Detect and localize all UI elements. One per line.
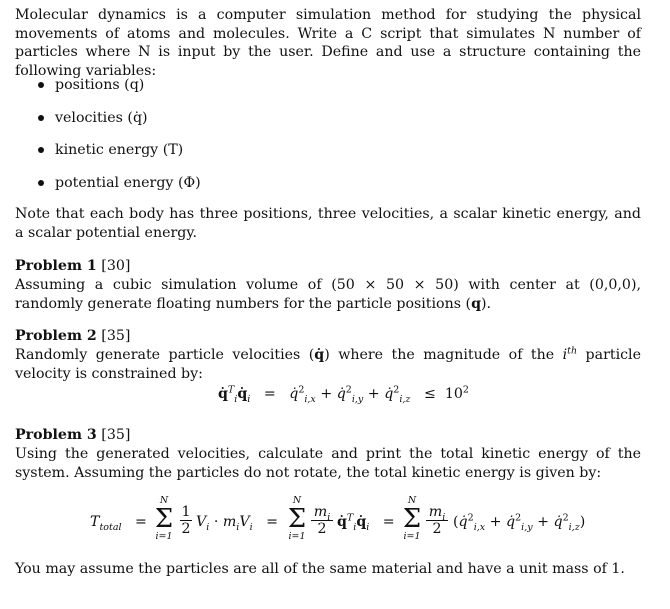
closing-paragraph: You may assume the particles are all of the same material and have a unit mass of 1. (15, 561, 625, 577)
list-item: positions (q) (36, 76, 201, 109)
bullet-icon (38, 180, 44, 186)
problem-3-heading: Problem 3 [35] (15, 427, 131, 443)
problem-1-heading: Problem 1 [30] (15, 258, 131, 274)
variable-list (36, 76, 201, 206)
problem-1-text: Assuming a cubic simulation volume of (50 × 50 × 50) with center at (0,0,0), randomly generate floating numbers for the particle positions (q). (15, 277, 641, 312)
problem-3-text: Using the generated velocities, calculate and print the total kinetic energy of the system. Assuming the particles do not rotate, the total kinetic energy is given by: (15, 446, 641, 481)
problem-2-text: Randomly generate particle velocities (q̇) where the magnitude of the $i^{th}$ particle velocity is constrained by: (15, 345, 641, 382)
velocity-constraint-equation: $q̇^T_iq̇_i$ = q̇$^2_{i,x}$ + q̇$^2_{i,y}$ + q̇$^2_{i,z}$ ≤ $10^2$ (218, 384, 469, 405)
document-page: Molecular dynamics is a computer simulation method for studying the physical movements of atoms and molecules. Write a C script that simulates N number of particles where N is input by the user. Define and use a structure containing the following variables: positions (q) velocities (q̇) kinetic energy (T) potential energy (Φ) Note that each body has three positions, three velocities, a scalar kinetic energy, and a scalar potential energy. Problem 1 [30] Assuming a cubic simulation volume of (50 × 50 × 50) with center at (0,0,0), randomly generate floating numbers for the particle positions (q). Problem 2 [35] Randomly generate particle velocities (q̇) where the magnitude of the $i^{th}$ particle velocity is constrained by: $q̇^T_iq̇_i$ = q̇$^2_{i,x}$ + q̇$^2_{i,y}$ + q̇$^2_{i,z}$ ≤ $10^2$ Problem 3 [35] Using the generated velocities, calculate and print the total kinetic energy of the system. Assuming the particles do not rotate, the total kinetic energy is given by: $T_{total}$ = N Σ i=1 $\frac{1}{2}$ $V_i \cdot m_iV_i$ = N Σ i=1 $\frac{m_i}{2}$ $q̇^T_iq̇_i$ = N Σ i=1 $\frac{m_i}{2}$ (q̇$^2_{i,x}$ + q̇$^2_{i,y}$ + q̇$^2_{i,z}$) You may assume the particles are all of the same material and have a unit mass of 1. (15, 7, 641, 577)
list-item: potential energy (Φ) (36, 174, 201, 207)
bullet-icon (38, 147, 44, 153)
list-item: velocities (q̇) (36, 109, 201, 142)
bullet-icon (38, 82, 44, 88)
list-item: kinetic energy (T) (36, 141, 201, 174)
problem-2-heading: Problem 2 [35] (15, 328, 131, 344)
note-paragraph: Note that each body has three positions, three velocities, a scalar kinetic energy, and a scalar potential energy. (15, 206, 641, 241)
bullet-icon (38, 115, 44, 121)
intro-paragraph: Molecular dynamics is a computer simulation method for studying the physical movements of atoms and molecules. Write a C script that simulates N number of particles where N is input by the user. Define and use a structure containing the following variables: (15, 7, 641, 79)
